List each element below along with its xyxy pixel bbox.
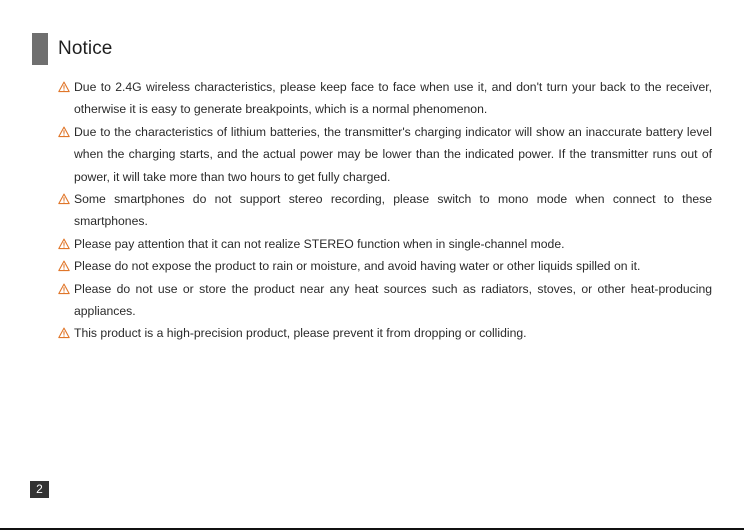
- warning-triangle-icon: [58, 238, 70, 250]
- page-title: Notice: [58, 38, 113, 59]
- notice-item: [58, 322, 712, 344]
- notice-item: [58, 278, 712, 323]
- warning-triangle-icon: [58, 260, 70, 272]
- warning-triangle-icon: [58, 327, 70, 339]
- notice-text: Please pay attention that it can not realize STEREO function when in single-channel mode.: [74, 236, 565, 251]
- warning-triangle-icon: [58, 283, 70, 295]
- notice-item: [58, 255, 712, 277]
- notice-heading: [32, 33, 112, 65]
- warning-triangle-icon: [58, 81, 70, 93]
- notice-text: This product is a high-precision product, please prevent it from dropping or colliding.: [74, 326, 527, 341]
- notice-item: [58, 121, 712, 188]
- warning-triangle-icon: [58, 126, 70, 138]
- notice-text: Please do not expose the product to rain or moisture, and avoid having water or other liquids spilled on it.: [74, 259, 641, 274]
- notice-item: [58, 188, 712, 233]
- notice-item: [58, 76, 712, 121]
- notice-list: [58, 76, 712, 345]
- heading-accent-bar: [32, 33, 48, 65]
- notice-text: Some smartphones do not support stereo recording, please switch to mono mode when connect to these smartphones.: [74, 192, 712, 229]
- warning-triangle-icon: [58, 193, 70, 205]
- notice-text: Please do not use or store the product near any heat sources such as radiators, stoves, or other heat-producing appliances.: [74, 281, 712, 319]
- notice-text: Due to 2.4G wireless characteristics, please keep face to face when use it, and don't turn your back to the receiver, otherwise it is easy to generate breakpoints, which is a normal phenomenon.: [74, 80, 712, 117]
- page-number: 2: [30, 481, 49, 498]
- notice-item: [58, 233, 712, 255]
- notice-text: Due to the characteristics of lithium batteries, the transmitter's charging indicator will show an inaccurate battery level when the charging starts, and the actual power may be lower than the indicated power. If the transmitter runs out of power, it will take more than two hours to get fully charged.: [74, 124, 712, 184]
